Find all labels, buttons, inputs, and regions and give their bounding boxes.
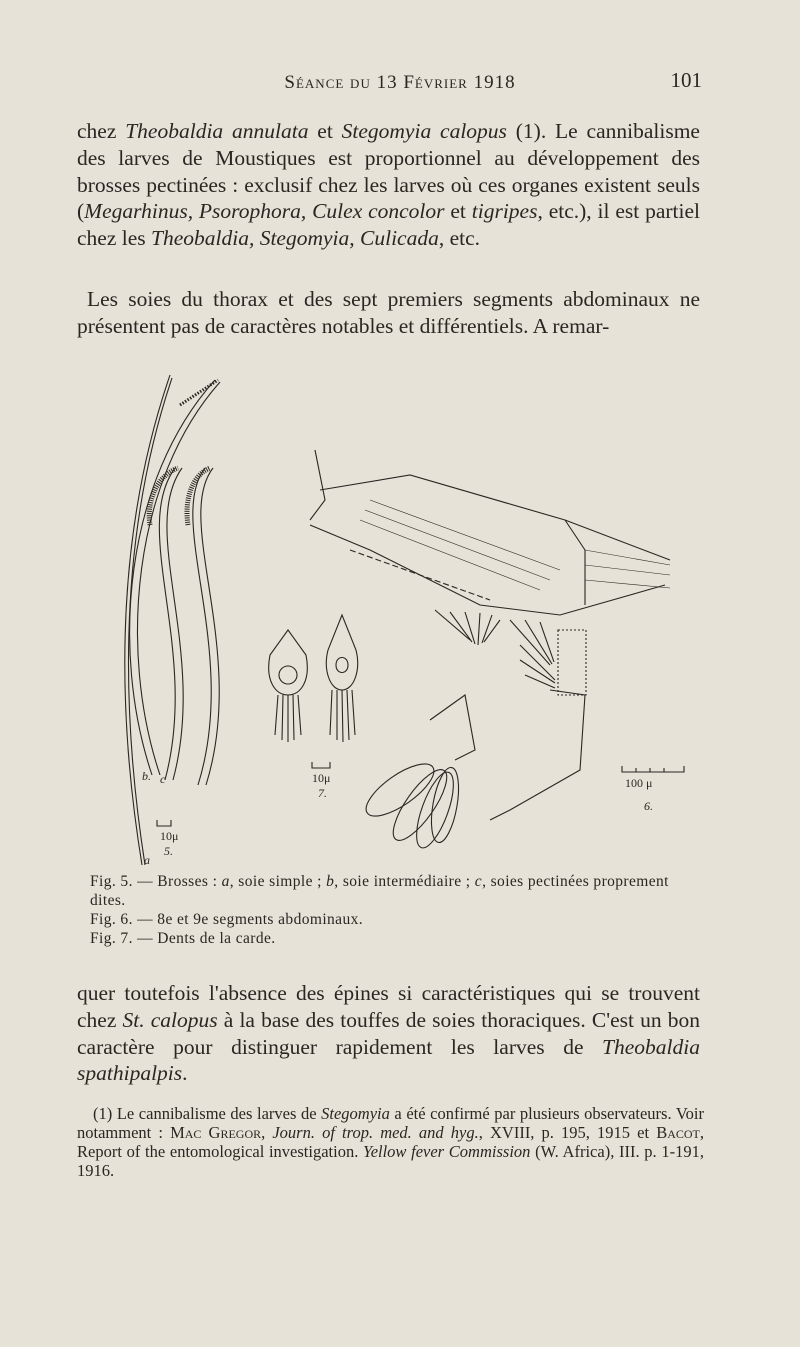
- caption-fig5: Fig. 5. — Brosses : a, soie simple ; b, soie intermédiaire ; c, soies pectinées proprement dites.: [90, 873, 669, 909]
- abdominal-segments: [310, 450, 670, 852]
- fig6-number: 6.: [644, 799, 653, 813]
- cardo-tooth-1: [269, 630, 308, 742]
- running-head: Séance du 13 Février 1918: [284, 72, 516, 93]
- fig6-scale-label: 100 μ: [625, 776, 653, 790]
- paragraph-3: quer toutefois l'absence des épines si caractéristiques qui se trouvent chez St. calopus à la base des touffes de soies thoraciques. C'est un bon caractère pour distinguer rapidement les larves de Theobaldia spathipalpis.: [77, 981, 700, 1086]
- fig5-number: 5.: [164, 844, 173, 858]
- paragraph-1: chez Theobaldia annulata et Stegomyia calopus (1). Le cannibalisme des larves de Moustiques est proportionnel au développement des brosses pectinées : exclusif chez les larves où ces organes existent seuls (Megarhinus, Psorophora, Culex concolor et tigripes, etc.), il est partiel chez les Theobaldia, Stegomyia, Culicada, etc.: [77, 119, 700, 251]
- caption-fig6: Fig. 6. — 8e et 9e segments abdominaux.: [90, 911, 364, 928]
- page-number: 101: [670, 68, 702, 92]
- page-header: [80, 66, 720, 100]
- footnote: (1) Le cannibalisme des larves de Stegomyia a été confirmé par plusieurs observateurs. Voir notamment : Mac Gregor, Journ. of trop. med. and hyg., XVIII, p. 195, 1915 et Bacot, Report of the entomological investigation. Yellow fever Commission (W. Africa), III. p. 1-191, 1916.: [77, 1104, 704, 1180]
- fig7-scale-bar: [312, 762, 330, 768]
- fig5-label-b: b.: [142, 769, 151, 783]
- seta-pectinate-2: [193, 468, 211, 785]
- figure-drawing: [80, 350, 720, 870]
- seta-intermediate: [130, 380, 215, 775]
- cardo-tooth-2: [326, 615, 357, 742]
- fig5-label-a: a: [144, 853, 150, 867]
- fig5-scale-label: 10μ: [160, 829, 179, 843]
- figure-captions: [78, 872, 708, 948]
- fig7-number: 7.: [318, 786, 327, 800]
- fig5-label-c: c: [160, 772, 166, 786]
- caption-fig7: Fig. 7. — Dents de la carde.: [90, 930, 276, 947]
- fig7-scale-label: 10μ: [312, 771, 331, 785]
- fig6-scale-bar: [622, 766, 684, 772]
- paragraph-2: Les soies du thorax et des sept premiers segments abdominaux ne présentent pas de caractères notables et différentiels. A remar-: [77, 287, 700, 338]
- fig5-scale-bar: [157, 820, 171, 826]
- figure-plate: [80, 350, 720, 870]
- seta-simple: [125, 375, 170, 865]
